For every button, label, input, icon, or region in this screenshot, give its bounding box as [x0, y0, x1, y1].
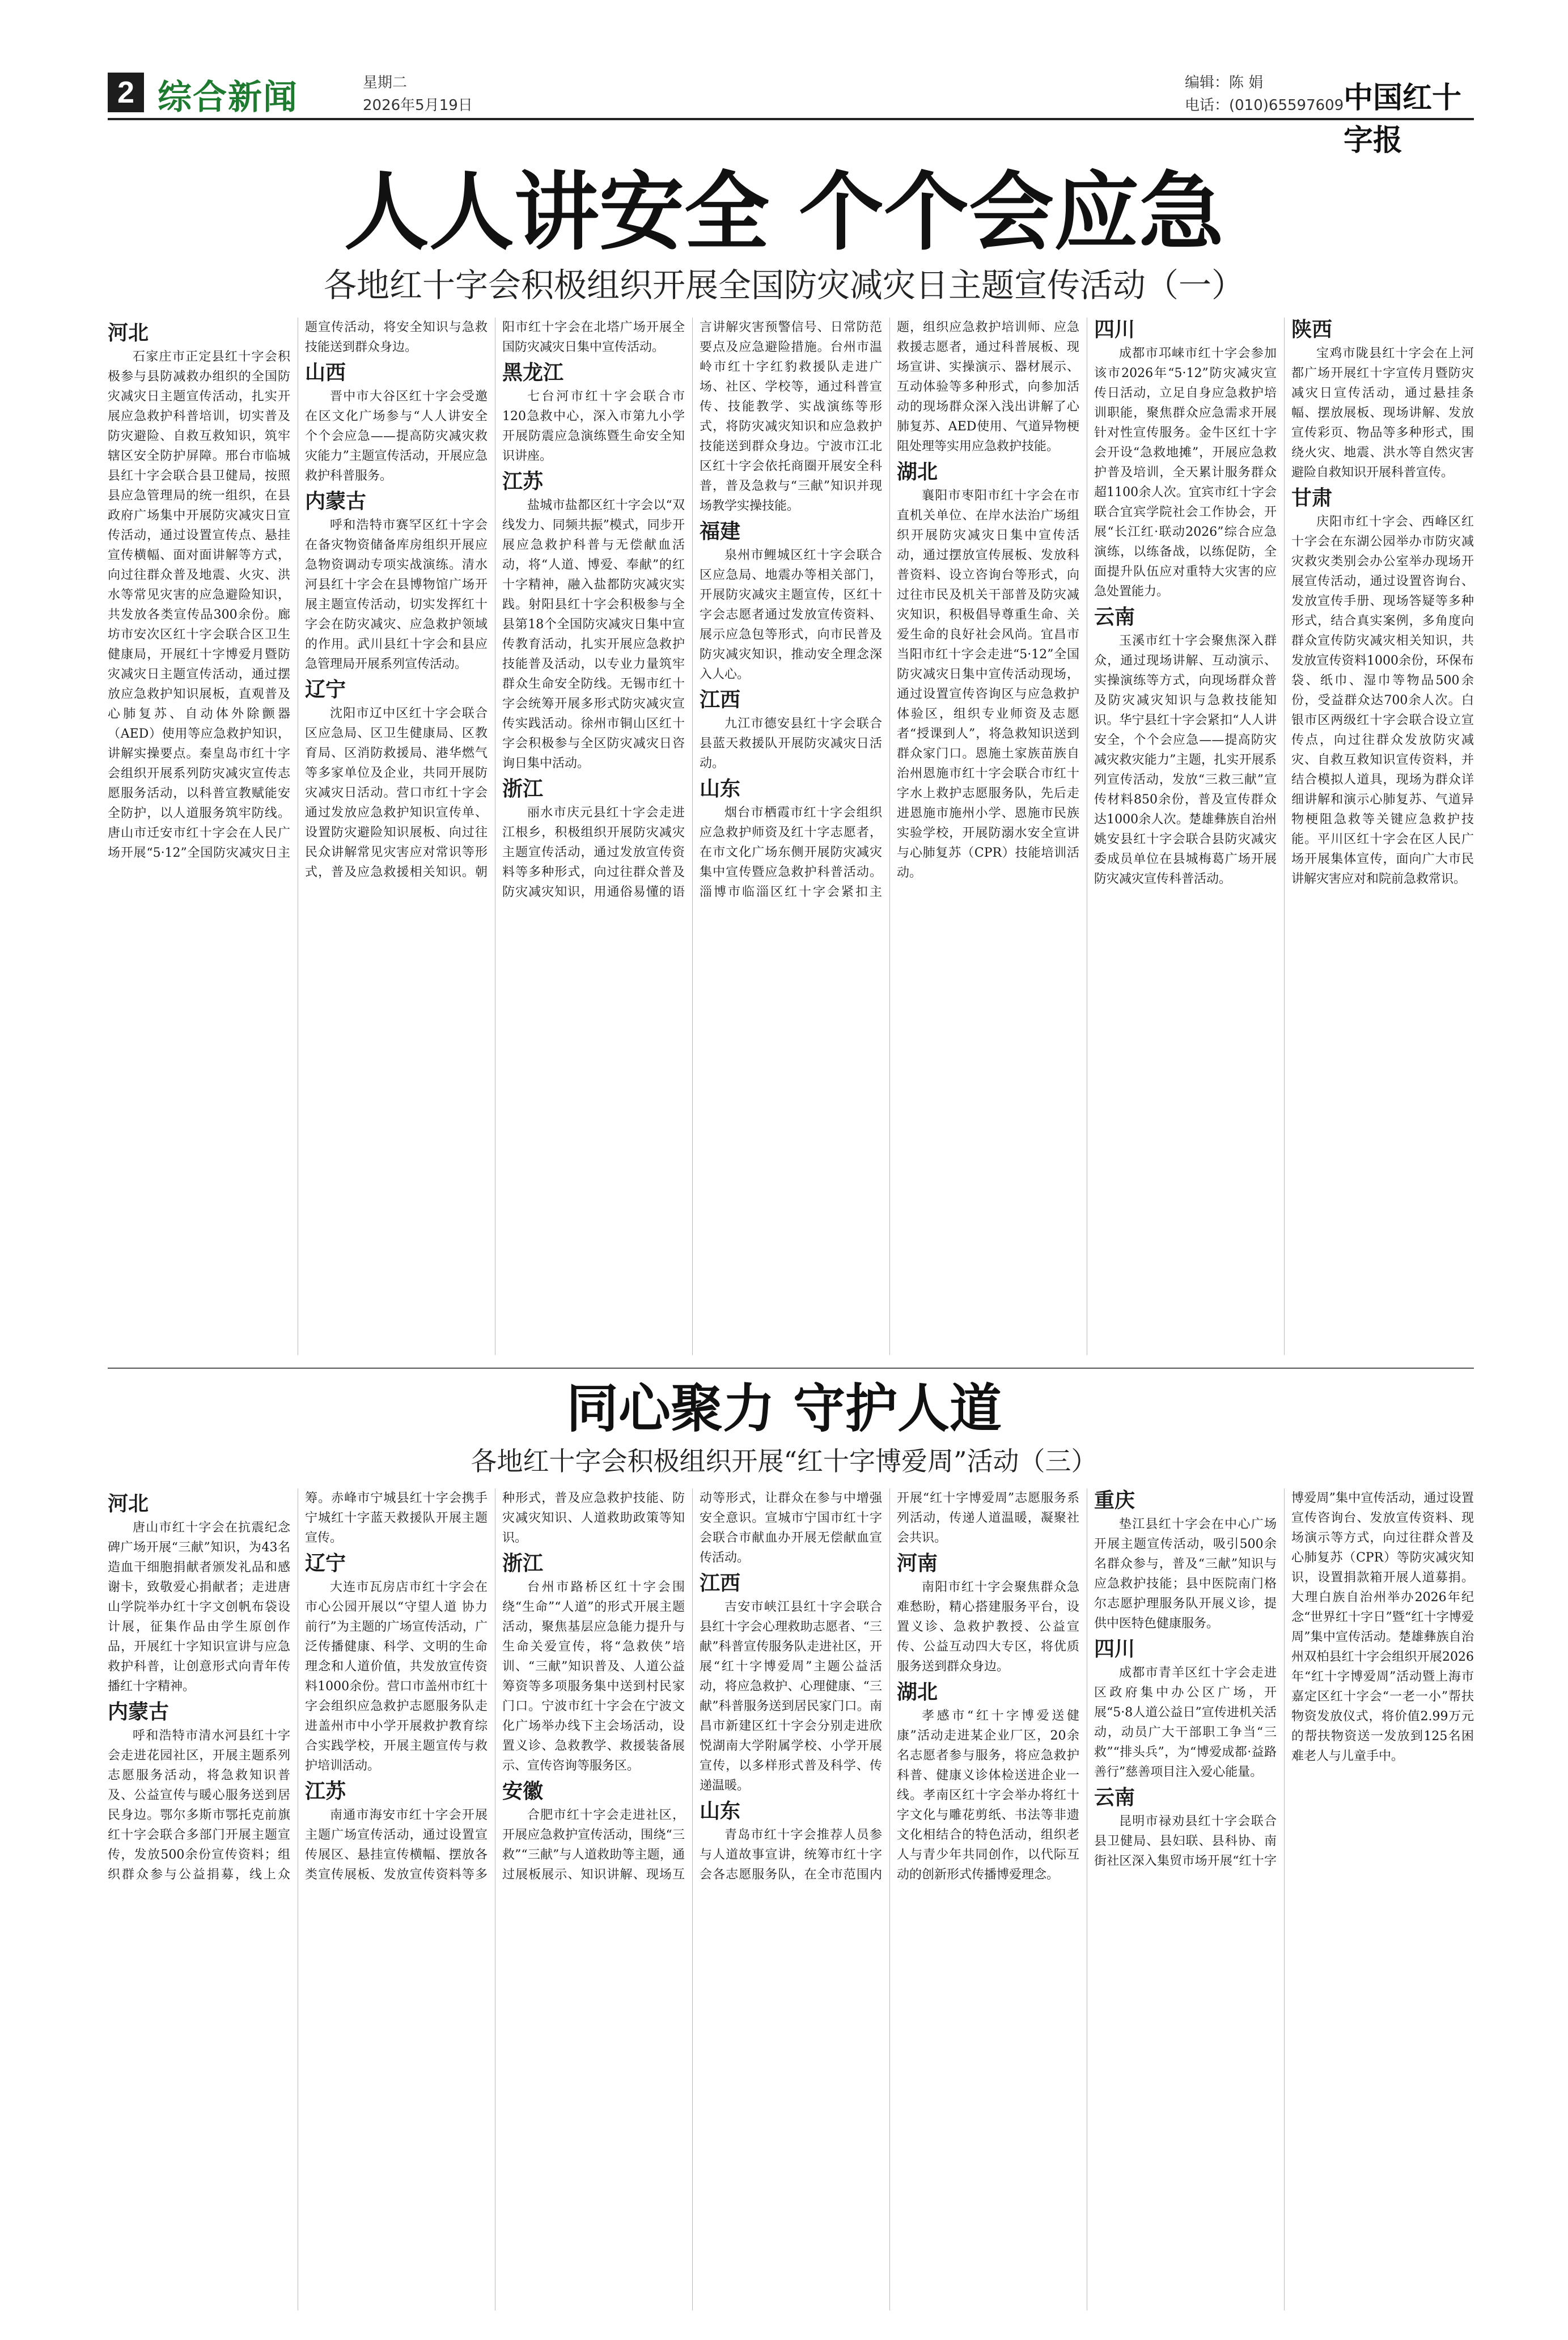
article-paragraph: 青岛市红十字会推荐人员参与人道故事宣讲，统筹市红十字会各志愿服务队，在全市范围内开展“红十字博爱周”志愿服务系列活动，传递人道温暖，凝聚社会共识。 [700, 1491, 1079, 1882]
article-paragraph: 丽水市庆元县红十字会走进江根乡，积极组织开展防灾减灾主题宣传活动，通过发放宣传资料等多种形式，向过往群众普及防灾减灾知识，用通俗易懂的语言讲解灾害预警信号、日常防范要点及应急避险措施。台州市温岭市红十字红豹救援队走进广场、社区、学校等，通过科普宣传、技能教学、实战演练等形式，将防灾减灾知识和应急救护技能送到群众身边。宁波市江北区红十字会依托商圈开展安全科普，普及急救与“三献”知识并现场教学实操技能。 [502, 320, 882, 899]
article-paragraph: 晋中市大谷区红十字会受邀在区文化广场参与“人人讲安全 个个会应急——提高防灾减灾救灾能力”主题宣传活动，开展应急救护科普服务。 [305, 390, 488, 483]
province-label: 湖北 [897, 1681, 938, 1704]
story2-headline: 同心聚力 守护人道 [566, 1378, 1002, 1439]
story1-subheadline: 各地红十字会积极组织开展全国防灾减灾日主题宣传活动（一） [323, 266, 1244, 304]
article-paragraph: 呼和浩特市清水河县红十字会走进花园社区，开展主题系列志愿服务活动，将急救知识普及、公益宣传与暖心服务送到居民身边。鄂尔多斯市鄂托克前旗红十字会联合多部门开展主题宣传，发放500余份宣传资料；组织群众参与公益捐募，线上众筹。赤峰市宁城县红十字会携手宁城红十字蓝天救援队开展主题宣传。 [108, 1491, 488, 1882]
province-label: 安徽 [502, 1780, 544, 1803]
article-paragraph: 吉安市峡江县红十字会联合县红十字会心理救助志愿者、“三献”科普宣传服务队走进社区，开展“红十字博爱周”主题公益活动，将应急救护、心理健康、“三献”科普服务送到居民家门口。南昌市新建区红十字会分别走进欣悦湖南大学附属学校、小学开展宣传，以多样形式普及科学、传递温暖。 [700, 1600, 882, 1793]
province-label: 辽宁 [305, 1552, 346, 1575]
province-label: 陕西 [1291, 318, 1333, 341]
editor-block [1185, 71, 1344, 117]
article-paragraph: 襄阳市枣阳市红十字会在市直机关单位、在岸水法治广场组织开展防灾减灾日集中宣传活动，通过摆放宣传展板、发放科普资料、设立咨询台等形式，向过往市民及机关干部普及防灾减灾知识，积极倡导尊重生命、关爱生命的良好社会风尚。宜昌市当阳市红十字会走进“5·12”全国防灾减灾日集中宣传活动现场，通过设置宣传咨询区与应急救护体验区，组织专业师资及志愿者“授课到人”，将急救知识送到群众家门口。恩施土家族苗族自治州恩施市红十字会联合市红十字水上救护志愿服务队，先后走进恩施市施州小学、恩施市民族实验学校，开展防溺水安全宣讲与心肺复苏（CPR）技能培训活动。 [897, 489, 1079, 880]
province-label: 内蒙古 [108, 1700, 169, 1724]
article-paragraph: 台州市路桥区红十字会围绕“生命”“人道”的形式开展主题活动，聚焦基层应急能力提升与生命关爱宣传，将“急救侠”培训、“三献”知识普及、人道公益筹资等多项服务集中送到村民家门口。宁波市红十字会在宁波文化广场举办线下主会场活动，设置义诊、急救教学、救援装备展示、宣传咨询等服务区。 [502, 1580, 685, 1773]
editor-name: 编辑：陈 娟 [1185, 74, 1264, 91]
article-paragraph: 石家庄市正定县红十字会积极参与县防减救办组织的全国防灾减灾日主题宣传活动，扎实开展应急救护科普培训，切实普及防灾避险、自救互救知识，筑牢辖区安全防护屏障。邢台市临城县红十字会联合县卫健局，按照县应急管理局的统一组织，在县政府广场集中开展防灾减灾日宣传活动，通过设置宣传点、悬挂宣传横幅、面对面讲解等方式，向过往群众普及地震、火灾、洪水等常见灾害的应急避险知识，共发放各类宣传品300余份。廊坊市安次区红十字会联合区卫生健康局，开展红十字博爱月暨防灾减灾日主题宣传活动，通过摆放应急救护知识展板，直观普及心肺复苏、自动体外除颤器（AED）使用等应急救护知识，讲解实操要点。秦皇岛市红十字会组织开展系列防灾减灾宣传志愿服务活动，以科普宣教赋能安全防护，以人道服务筑牢防线。唐山市迁安市红十字会在人民广场开展“5·12”全国防灾减灾日主题宣传活动，将安全知识与急救技能送到群众身边。 [108, 320, 488, 860]
article-paragraph: 成都市邛崃市红十字会参加该市2026年“5·12”防灾减灾宣传日活动，立足自身应急救护培训职能，聚焦群众应急需求开展针对性宣传服务。金牛区红十字会开设“急救地摊”，开展应急救护普及培训，全天累计服务群众超1100余人次。宜宾市红十字会联合宜宾学院社会工作协会，开展“长江红·联动2026”综合应急演练，以练备战，以练促防，全面提升队伍应对重特大灾害的应急处置能力。 [1094, 346, 1277, 599]
article-paragraph: 沈阳市辽中区红十字会联合区应急局、区卫生健康局、区教育局、区消防救援局、港华燃气等多家单位及企业，共同开展防灾减灾日活动。营口市红十字会通过发放应急救护知识宣传单、设置防灾避险知识展板、向过往民众讲解常见灾害应对常识等形式，普及应急救援相关知识。朝阳市红十字会在北塔广场开展全国防灾减灾日集中宣传活动。 [305, 320, 685, 879]
province-label: 江西 [700, 1572, 741, 1595]
article-paragraph: 合肥市红十字会走进社区，开展应急救护宣传活动，围绕“三救”“三献”与人道救助等主题，通过展板展示、知识讲解、现场互动等形式，让群众在参与中增强安全意识。宣城市宁国市红十字会联合市献血办开展无偿献血宣传活动。 [502, 1491, 882, 1882]
province-label: 四川 [1094, 318, 1135, 341]
article-paragraph: 孝感市“红十字博爱送健康”活动走进某企业厂区，20余名志愿者参与服务，将应急救护科普、健康义诊体检送进企业一线。孝南区红十字会举办将红十字文化与雕花剪纸、书法等非遗文化相结合的特色活动，组织老人与青少年共同创作，以代际互动的创新形式传播博爱理念。 [897, 1709, 1079, 1882]
article-paragraph: 盐城市盐都区红十字会以“双线发力、同频共振”模式，同步开展应急救护科普与无偿献血活动，将“人道、博爱、奉献”的红十字精神，融入盐都防灾减灾实践。射阳县红十字会积极参与全县第18个全国防灾减灾日集中宣传教育活动，扎实开展应急救护技能普及活动，以专业力量筑牢群众生命安全防线。无锡市红十字会统筹开展多形式防灾减灾宣传实践活动。徐州市铜山区红十字会积极参与全区防灾减灾日咨询日集中活动。 [502, 498, 685, 771]
province-label: 山东 [700, 1800, 741, 1823]
province-label: 河南 [897, 1552, 938, 1575]
province-label: 浙江 [502, 1552, 544, 1575]
province-label: 内蒙古 [305, 490, 367, 513]
province-label: 黑龙江 [502, 361, 564, 384]
date-block [363, 71, 473, 117]
province-label: 福建 [700, 520, 741, 543]
editor-phone: 电话：(010)65597609 [1185, 97, 1344, 114]
province-label: 浙江 [502, 777, 544, 801]
province-label: 河北 [108, 1492, 149, 1516]
header-rule [108, 118, 1474, 120]
masthead [108, 68, 1474, 158]
article-paragraph: 大连市瓦房店市红十字会在市心公园开展以“守望人道 协力前行”为主题的广场宣传活动，广泛传播健康、科学、文明的生命理念和人道价值，共发放宣传资料1000余份。营口市盖州市红十字会组织应急救护志愿服务队走进盖州市中小学开展救护教育综合实践学校，开展主题宣传与救护培训活动。 [305, 1580, 488, 1773]
article-paragraph: 泉州市鲤城区红十字会联合区应急局、地震办等相关部门，开展防灾减灾主题宣传，区红十字会志愿者通过发放宣传资料、展示应急包等形式，向市民普及防灾减灾知识，推动安全理念深入人心。 [700, 548, 882, 682]
province-label: 云南 [1094, 606, 1135, 629]
article-paragraph: 烟台市栖霞市红十字会组织应急救护师资及红十字志愿者，在市文化广场东侧开展防灾减灾集中宣传暨应急救护科普活动。淄博市临淄区红十字会紧扣主题，组织应急救护培训师、应急救援志愿者，通过科普展板、现场宣讲、实操演示、器材展示、互动体验等多种形式，向参加活动的现场群众深入浅出讲解了心肺复苏、AED使用、气道异物梗阻处理等实用应急救护技能。 [700, 320, 1079, 899]
province-label: 江苏 [502, 470, 544, 493]
story-separator [108, 1368, 1474, 1369]
province-label: 湖北 [897, 460, 938, 484]
province-label: 山东 [700, 777, 741, 801]
newspaper-logo: 中国红十字报 [1344, 81, 1462, 158]
article-paragraph: 昆明市禄劝县红十字会联合县卫健局、县妇联、县科协、南街社区深入集贸市场开展“红十字博爱周”集中宣传活动，通过设置宣传咨询台、发放宣传资料、现场演示等方式，向过往群众普及心肺复苏（CPR）等防灾减灾知识，设置捐款箱开展人道募捐。大理白族自治州举办2026年纪念“世界红十字日”暨“红十字博爱周”集中宣传活动。楚雄彝族自治州双柏县红十字会组织开展2026年“红十字博爱周”活动暨上海市嘉定区红十字会“一老一小”帮扶物资发放仪式，将价值2.99万元的帮扶物资送一发放到125名困难老人与儿童手中。 [1094, 1491, 1474, 1868]
article-paragraph: 南阳市红十字会聚焦群众急难愁盼，精心搭建服务平台，设置义诊、急救护教授、公益宣传、公益互动四大专区，将优质服务送到群众身边。 [897, 1580, 1079, 1674]
province-label: 山西 [305, 361, 346, 384]
article-paragraph: 七台河市红十字会联合市120急救中心，深入市第九小学开展防震应急演练暨生命安全知识讲座。 [502, 390, 685, 463]
province-label: 河北 [108, 321, 149, 345]
article-paragraph: 庆阳市红十字会、西峰区红十字会在东湖公园举办市防灾减灾救灾类别会办公室举办现场开展宣传活动，通过设置咨询台、发放宣传手册、现场答疑等多种形式，结合真实案例，多角度向群众宣传防灾减灾相关知识，共发放宣传资料1000余份，环保布袋、纸巾、湿巾等物品500余份，受益群众达700余人次。白银市区两级红十字会联合设立宣传点，向过往群众发放防灾减灾、自救互救知识宣传资料，并结合模拟人道具，现场为群众详细讲解和演示心肺复苏、气道异物梗阻急救等关键应急救护技能。平川区红十字会在区人民广场开展集体宣传，面向广大市民讲解灾害应对和院前急救常识。 [1291, 515, 1474, 886]
story2-subheadline: 各地红十字会积极组织开展“红十字博爱周”活动（三） [471, 1446, 1097, 1476]
section-title: 综合新闻 [158, 78, 298, 117]
province-label: 重庆 [1094, 1489, 1135, 1512]
story1-headline: 人人讲安全 个个会应急 [344, 163, 1224, 262]
story1-body [108, 318, 1474, 1355]
province-label: 甘肃 [1291, 486, 1333, 510]
province-label: 云南 [1094, 1786, 1135, 1809]
article-paragraph: 宝鸡市陇县红十字会在上河都广场开展红十字宣传月暨防灾减灾日宣传活动，通过悬挂条幅、摆放展板、现场讲解、发放宣传彩页、物品等多种形式，围绕火灾、地震、洪水等自然灾害避险自救知识开展科普宣传。 [1291, 346, 1474, 480]
article-paragraph: 玉溪市红十字会聚焦深入群众，通过现场讲解、互动演示、实操演练等方式，向现场群众普及防灾减灾知识与急救技能知识。华宁县红十字会紧扣“人人讲安全，个个会应急——提高防灾减灾救灾能力”主题，扎实开展系列宣传活动，发放“三救三献”宣传材料850余份，普及宣传群众达1000余人次。楚雄彝族自治州姚安县红十字会联合县防灾减灾委成员单位在县城梅葛广场开展防灾减灾宣传科普活动。 [1094, 634, 1277, 886]
province-label: 辽宁 [305, 678, 346, 701]
page-number: 2 [108, 73, 144, 112]
article-paragraph: 唐山市红十字会在抗震纪念碑广场开展“三献”知识，为43名造血干细胞捐献者颁发礼品和感谢卡，致敬爱心捐献者；走进唐山学院举办红十字文创帆布袋设计展，征集作品由学生原创作品，开展红十字知识宣讲与应急救护科普，让创意形式向青年传播红十字精神。 [108, 1521, 290, 1694]
article-paragraph: 南通市海安市红十字会开展主题广场宣传活动，通过设置宣传展区、悬挂宣传横幅、摆放各类宣传展板、发放宣传资料等多种形式，普及应急救护技能、防灾减灾知识、人道救助政策等知识。 [305, 1491, 685, 1882]
story2-body [108, 1488, 1474, 2311]
article-paragraph: 九江市德安县红十字会联合县蓝天救援队开展防灾减灾日活动。 [700, 717, 882, 771]
province-label: 四川 [1094, 1637, 1135, 1661]
article-paragraph: 垫江县红十字会在中心广场开展主题宣传活动，吸引500余名群众参与，普及“三献”知识与应急救护技能；县中医院南门格尔志愿护理服务队开展义诊，提供中医特色健康服务。 [1094, 1517, 1277, 1631]
article-paragraph: 成都市青羊区红十字会走进区政府集中办公区广场，开展“5·8人道公益日”宣传进机关活动，动员广大干部职工争当“三救”“排头兵”，为“博爱成都·益路善行”慈善项目注入爱心能量。 [1094, 1666, 1277, 1779]
issue-date: 2026年5月19日 [363, 97, 473, 114]
article-paragraph: 呼和浩特市赛罕区红十字会在备灾物资储备库房组织开展应急物资调动专项实战演练。清水河县红十字会在县博物馆广场开展主题宣传活动，切实发挥红十字会在防灾减灾、应急救护领域的作用。武川县红十字会和县应急管理局开展系列宣传活动。 [305, 518, 488, 671]
province-label: 江苏 [305, 1780, 346, 1803]
weekday: 星期二 [363, 74, 408, 91]
province-label: 江西 [700, 688, 741, 712]
